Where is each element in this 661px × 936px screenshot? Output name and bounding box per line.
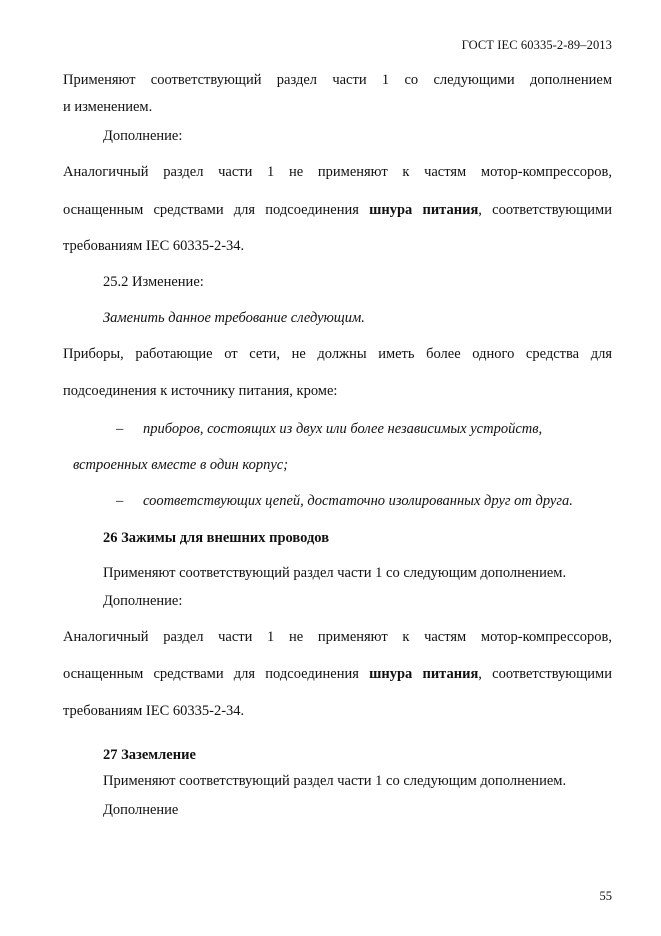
- s26-heading: 26 Зажимы для внешних проводов: [103, 530, 330, 546]
- bullet-1-line-2: встроенных вместе в один корпус;: [73, 457, 289, 473]
- s27-paragraph-1: Применяют соответствующий раздел части 1 со следующим дополнением.: [103, 773, 567, 789]
- bullet-1-line-1: приборов, состоящих из двух или более независимых устройств,: [143, 421, 543, 437]
- s25-p2-text-a: оснащенным средствами для подсоединения: [63, 202, 370, 218]
- s26-p2-text-b: , соответствующими: [478, 666, 612, 682]
- s27-addition-label: Дополнение: [103, 802, 179, 818]
- s25-paragraph-3-line-2: подсоединения к источнику питания, кроме:: [63, 383, 338, 399]
- s25-paragraph-2-line-3: требованиям IEC 60335-2-34.: [63, 238, 245, 254]
- s25-paragraph-1-line-2: и изменением.: [63, 99, 153, 115]
- bullet-2-line: соответствующих цепей, достаточно изолированных друг от друга.: [143, 493, 573, 509]
- s25-paragraph-3-line-1: Приборы, работающие от сети, не должны иметь более одного средства для: [63, 346, 612, 362]
- bullet-2-dash: –: [116, 493, 124, 509]
- s25-addition-label: Дополнение:: [103, 128, 183, 144]
- s27-heading: 27 Заземление: [103, 747, 196, 763]
- s25-p2-bold-term: шнура питания: [369, 202, 479, 218]
- s26-paragraph-1: Применяют соответствующий раздел части 1 со следующим дополнением.: [103, 565, 567, 581]
- s26-paragraph-2-line-2: [63, 665, 612, 683]
- s26-paragraph-2-line-1: Аналогичный раздел части 1 не применяют к частям мотор-компрессоров,: [63, 629, 612, 645]
- s25-paragraph-2-line-1: Аналогичный раздел части 1 не применяют к частям мотор-компрессоров,: [63, 164, 612, 180]
- s26-p2-bold-term: шнура питания: [369, 666, 479, 682]
- s26-addition-label: Дополнение:: [103, 593, 183, 609]
- s25-paragraph-1-line-1: Применяют соответствующий раздел части 1 со следующими дополнением: [63, 72, 612, 88]
- s25-2-replace-instruction: Заменить данное требование следующим.: [103, 310, 365, 326]
- page-number: 55: [599, 889, 612, 903]
- s26-paragraph-2-line-3: требованиям IEC 60335-2-34.: [63, 703, 245, 719]
- document-id-header: ГОСТ IEC 60335-2-89–2013: [461, 38, 612, 52]
- bullet-1-dash: –: [116, 421, 124, 437]
- s26-p2-text-a: оснащенным средствами для подсоединения: [63, 666, 370, 682]
- s25-paragraph-2-line-2: [63, 201, 612, 219]
- s25-2-change-label: 25.2 Изменение:: [103, 274, 204, 290]
- s25-p2-text-b: , соответствующими: [478, 202, 612, 218]
